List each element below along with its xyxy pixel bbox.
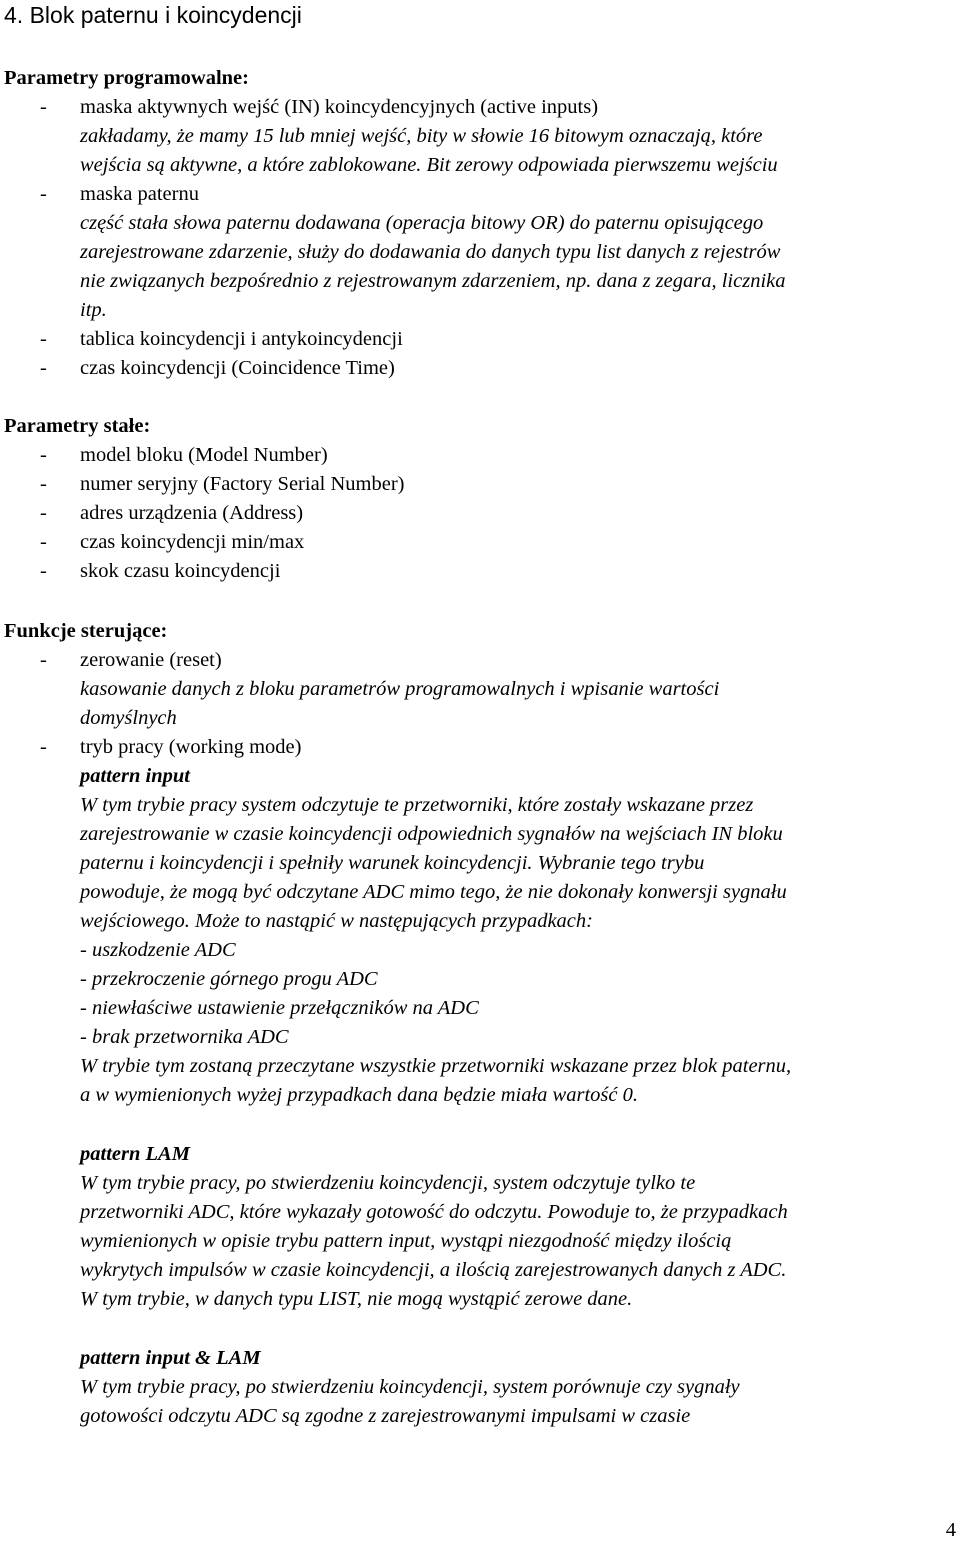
item-pattern-mask-desc-2: zarejestrowane zdarzenie, służy do dodawania do danych typu list danych z rejestrów	[80, 241, 781, 263]
mode-pattern-lam-title: pattern LAM	[80, 1143, 190, 1165]
list-dash: -	[40, 473, 47, 495]
item-reset-desc-1: kasowanie danych z bloku parametrów programowalnych i wpisanie wartości	[80, 678, 720, 700]
case-item: - brak przetwornika ADC	[80, 1026, 289, 1048]
item-active-inputs: maska aktywnych wejść (IN) koincydencyjnych (active inputs)	[80, 96, 599, 118]
mode-pattern-input-desc-1: W tym trybie pracy system odczytuje te przetworniki, które zostały wskazane przez	[80, 794, 754, 816]
item-address: adres urządzenia (Address)	[80, 502, 304, 524]
item-coincidence-time: czas koincydencji (Coincidence Time)	[80, 357, 395, 379]
page-number: 4	[945, 1519, 956, 1541]
mode-pattern-input-title: pattern input	[80, 765, 190, 787]
item-active-inputs-desc-2: wejścia są aktywne, a które zablokowane. Bit zerowy odpowiada pierwszemu wejściu	[80, 154, 778, 176]
list-dash: -	[40, 328, 47, 350]
mode-pattern-input-desc-3: paternu i koincydencji i spełniły warunek koincydencji. Wybranie tego trybu	[80, 852, 705, 874]
item-pattern-mask-desc-1: część stała słowa paternu dodawana (operacja bitowy OR) do paternu opisującego	[80, 212, 764, 234]
section-title: 4. Blok paternu i koincydencji	[4, 2, 302, 28]
mode-pattern-lam-desc-1: W tym trybie pracy, po stwierdzeniu koincydencji, system odczytuje tylko te	[80, 1172, 696, 1194]
list-dash: -	[40, 531, 47, 553]
mode-pattern-input-desc-6: W trybie tym zostaną przeczytane wszystkie przetworniki wskazane przez blok paternu,	[80, 1055, 792, 1077]
case-item: - uszkodzenie ADC	[80, 939, 236, 961]
list-dash: -	[40, 96, 47, 118]
mode-pattern-input-desc-7: a w wymienionych wyżej przypadkach dana będzie miała wartość 0.	[80, 1084, 638, 1106]
mode-pattern-input-desc-2: zarejestrowanie w czasie koincydencji odpowiednich sygnałów na wejściach IN bloku	[80, 823, 783, 845]
mode-pattern-lam-desc-5: W tym trybie, w danych typu LIST, nie mogą wystąpić zerowe dane.	[80, 1288, 633, 1310]
item-reset-desc-2: domyślnych	[80, 707, 177, 729]
list-dash: -	[40, 502, 47, 524]
list-dash: -	[40, 736, 47, 758]
list-dash: -	[40, 649, 47, 671]
mode-pattern-input-lam-desc-2: gotowości odczytu ADC są zgodne z zarejestrowanymi impulsami w czasie	[80, 1405, 691, 1427]
item-reset: zerowanie (reset)	[80, 649, 222, 671]
mode-pattern-input-lam-desc-1: W tym trybie pracy, po stwierdzeniu koincydencji, system porównuje czy sygnały	[80, 1376, 740, 1398]
item-model-number: model bloku (Model Number)	[80, 444, 328, 466]
mode-pattern-lam-desc-2: przetworniki ADC, które wykazały gotowość do odczytu. Powoduje to, że przypadkach	[80, 1201, 788, 1223]
case-item: - niewłaściwe ustawienie przełączników na ADC	[80, 997, 479, 1019]
mode-pattern-input-desc-5: wejściowego. Może to nastąpić w następujących przypadkach:	[80, 910, 593, 932]
item-pattern-mask-desc-4: itp.	[80, 299, 107, 321]
heading-programmable-params: Parametry programowalne:	[4, 67, 249, 89]
mode-pattern-lam-desc-4: wykrytych impulsów w czasie koincydencji, a ilością zarejestrowanych danych z ADC.	[80, 1259, 787, 1281]
item-coincidence-table: tablica koincydencji i antykoincydencji	[80, 328, 403, 350]
list-dash: -	[40, 444, 47, 466]
item-pattern-mask: maska paternu	[80, 183, 199, 205]
item-coincidence-step: skok czasu koincydencji	[80, 560, 281, 582]
mode-pattern-input-lam-title: pattern input & LAM	[80, 1347, 261, 1369]
mode-pattern-lam-desc-3: wymienionych w opisie trybu pattern input, wystąpi niezgodność między ilością	[80, 1230, 732, 1252]
mode-pattern-input-desc-4: powoduje, że mogą być odczytane ADC mimo tego, że nie dokonały konwersji sygnału	[80, 881, 787, 903]
item-coincidence-minmax: czas koincydencji min/max	[80, 531, 305, 553]
item-serial-number: numer seryjny (Factory Serial Number)	[80, 473, 405, 495]
case-item: - przekroczenie górnego progu ADC	[80, 968, 378, 990]
item-working-mode: tryb pracy (working mode)	[80, 736, 302, 758]
heading-control-functions: Funkcje sterujące:	[4, 620, 168, 642]
list-dash: -	[40, 357, 47, 379]
item-pattern-mask-desc-3: nie związanych bezpośrednio z rejestrowanym zdarzeniem, np. dana z zegara, licznika	[80, 270, 786, 292]
heading-fixed-params: Parametry stałe:	[4, 415, 151, 437]
item-active-inputs-desc-1: zakładamy, że mamy 15 lub mniej wejść, bity w słowie 16 bitowym oznaczają, które	[80, 125, 763, 147]
list-dash: -	[40, 560, 47, 582]
list-dash: -	[40, 183, 47, 205]
